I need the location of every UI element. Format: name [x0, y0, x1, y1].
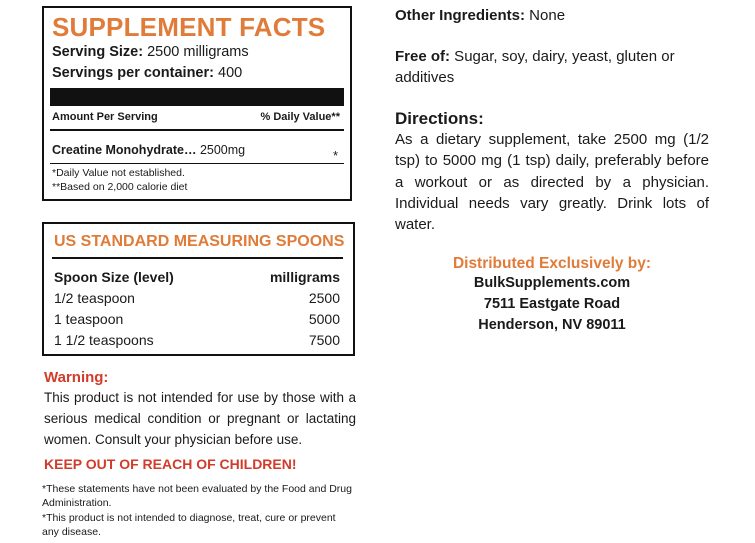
divider — [50, 163, 344, 164]
table-row — [54, 332, 340, 352]
supplement-facts-panel — [42, 6, 352, 201]
disclaimer-line: *This product is not intended to diagnose, treat, cure or prevent — [42, 512, 336, 524]
spoons-header-row — [54, 269, 340, 289]
servings-value: 400 — [218, 65, 243, 81]
distributor-name: BulkSupplements.com — [473, 275, 631, 291]
disclaimer-line: *These statements have not been evaluated by the Food and Drug — [42, 483, 352, 495]
serving-size-line — [52, 44, 249, 60]
spoon-size: 1/2 teaspoon — [54, 290, 135, 306]
serving-size-label: Serving Size: — [52, 44, 144, 60]
directions-heading: Directions: — [395, 109, 484, 128]
warning-text-line: women. Consult your physician before use. — [44, 432, 303, 447]
amount-per-serving-header: Amount Per Serving — [52, 111, 158, 123]
divider — [52, 257, 343, 259]
warning-title: Warning: — [44, 369, 109, 386]
other-ingredients-label: Other Ingredients: — [395, 7, 526, 24]
spoon-size-column-header: Spoon Size (level) — [54, 269, 174, 285]
distributor-city: Henderson, NV 89011 — [478, 317, 626, 333]
spoon-milligrams: 5000 — [308, 311, 340, 327]
ingredient-daily-value: * — [332, 148, 338, 163]
warning-text-line: serious medical condition or pregnant or lactating — [44, 411, 356, 426]
directions-line: Individual needs vary greatly. Drink lots of — [395, 195, 709, 212]
ingredient-row — [52, 143, 245, 157]
distributor-title: Distributed Exclusively by: — [452, 255, 652, 272]
measuring-spoons-title: US STANDARD MEASURING SPOONS — [54, 233, 345, 250]
spoon-size: 1 teaspoon — [54, 311, 124, 327]
ingredient-amount: 2500mg — [199, 143, 246, 157]
daily-value-header: % Daily Value** — [260, 111, 340, 123]
measuring-spoons-panel — [42, 222, 355, 356]
directions-line: a workout or as directed by a physician. — [395, 174, 709, 191]
table-row — [54, 311, 340, 331]
directions-line: water. — [395, 216, 436, 233]
distributor-street: 7511 Eastgate Road — [483, 296, 621, 312]
serving-size-value: 2500 milligrams — [147, 44, 249, 60]
spoon-size: 1 1/2 teaspoons — [54, 332, 154, 348]
servings-per-container-line — [52, 65, 242, 81]
table-row — [54, 290, 340, 310]
thick-divider — [50, 88, 344, 106]
keep-out-of-reach-warning: KEEP OUT OF REACH OF CHILDREN! — [44, 456, 297, 472]
spoon-milligrams: 2500 — [308, 290, 340, 306]
free-of-label: Free of: — [395, 48, 451, 65]
spoon-milligrams: 7500 — [308, 332, 340, 348]
free-of-value: Sugar, soy, dairy, yeast, gluten or — [450, 48, 675, 65]
milligrams-column-header: milligrams — [269, 269, 340, 285]
footnote-calorie-diet: **Based on 2,000 calorie diet — [52, 181, 188, 193]
divider — [50, 129, 344, 131]
supplement-facts-title: SUPPLEMENT FACTS — [52, 12, 326, 42]
disclaimer-line: any disease. — [42, 526, 101, 538]
directions-line: As a dietary supplement, take 2500 mg (1/2 — [395, 131, 709, 148]
ingredient-name: Creatine Monohydrate… — [52, 143, 197, 157]
footnote-daily-value: *Daily Value not established. — [52, 167, 185, 179]
warning-text-line: This product is not intended for use by those with a — [44, 390, 356, 405]
other-ingredients — [395, 7, 709, 24]
free-of-continued: additives — [395, 69, 455, 86]
disclaimer-line: Administration. — [42, 497, 112, 509]
directions-line: tsp) to 5000 mg (1 tsp) daily, preferably before — [395, 152, 709, 169]
servings-label: Servings per container: — [52, 65, 214, 81]
other-ingredients-value: None — [525, 7, 566, 24]
free-of-line — [395, 48, 709, 65]
